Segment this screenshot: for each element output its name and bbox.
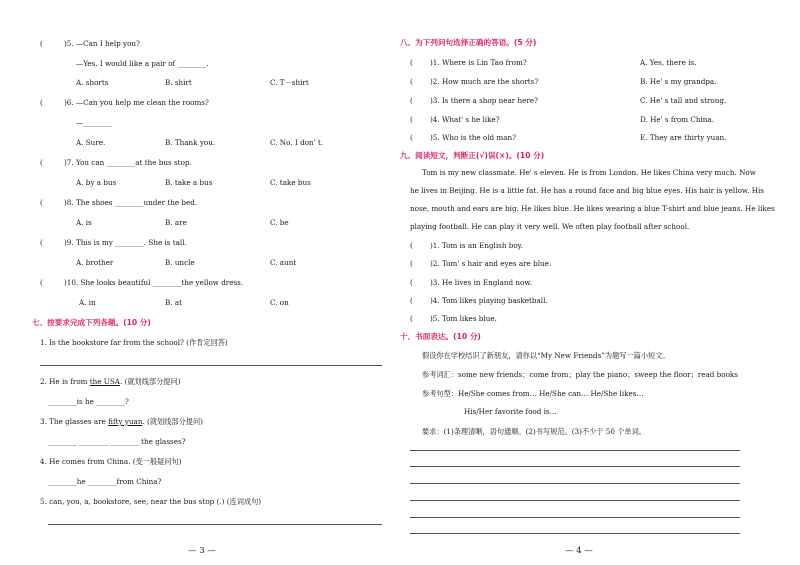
passage-line: playing football. He can play it very well. We often play football after school. [410,222,690,231]
option-b: B. Thank you. [165,138,216,147]
match-question: )4. What' s he like? [430,115,500,124]
option-b: B. shirt [165,78,192,87]
reference-sentences: His/Her favorite food is… [464,407,557,416]
option-c: C. aunt [270,258,297,267]
s7-answer-3: ________ ________ ________ the glasses? [48,437,186,446]
s7-question-3: 3. The glasses are fifty yuan. (就划线部分提问) [40,417,203,426]
writing-line[interactable] [410,517,740,518]
s7-question-1: 1. Is the bookstore far from the school? (作肯定回答) [40,338,228,347]
writing-line[interactable] [410,450,740,451]
answer-line[interactable] [48,524,382,525]
match-option: C. He' s tall and strong. [640,96,727,105]
passage-line: Tom is my new classmate. He' s eleven. He is from London. He likes China very much. Now [422,168,756,177]
match-option: D. He' s from China. [640,115,714,124]
answer-paren: ( [410,296,413,305]
option-a: A. by a bus [76,178,117,187]
answer-paren: ( [40,158,43,167]
judge-statement: )3. He lives in England now. [430,278,532,287]
page-number: — 3 — [188,546,216,556]
match-question: )3. Is there a shop near here? [430,96,538,105]
judge-statement: )4. Tom likes playing basketball. [430,296,548,305]
option-a: A. in [79,298,96,307]
reference-words: 参考词汇：some new friends；come from；play the piano；sweep the floor；read books [422,370,738,379]
question-line: —________ [76,118,112,127]
section-7-title: 七、按要求完成下列各题。(10 分) [32,318,151,327]
question-text: )5. —Can I help you? [64,39,140,48]
s7-question-5: 5. can, you, a, bookstore, see, near the bus stop (.) (连词成句) [40,497,262,506]
s7-answer-2: ________is he ________? [48,397,129,406]
answer-paren: ( [410,77,413,86]
section-10-title: 十、书面表达。(10 分) [400,332,481,341]
option-b: B. uncle [165,258,195,267]
right-page [400,0,800,565]
answer-paren: ( [410,115,413,124]
answer-paren: ( [410,58,413,67]
match-option: A. Yes, there is. [640,58,697,67]
option-c: C. T－shirt [270,78,309,87]
page-number: — 4 — [565,546,593,556]
answer-paren: ( [410,133,413,142]
section-9-title: 九、阅读短文，判断正(√)误(×)。(10 分) [400,151,545,160]
writing-requirements: 要求：(1)条理清晰，语句通顺。(2)书写规范。(3)不少于 50 个单词。 [422,427,646,436]
option-a: A. shorts [76,78,109,87]
reference-sentences: 参考句型：He/She comes from… He/She can… He/She likes… [422,389,644,398]
writing-line[interactable] [410,533,740,534]
section-8-title: 八、为下列问句选择正确的答语。(5 分) [400,38,537,47]
option-b: B. are [165,218,187,227]
judge-statement: )5. Tom likes blue. [430,314,497,323]
answer-paren: ( [410,241,413,250]
option-a: A. brother [76,258,114,267]
answer-paren: ( [40,278,43,287]
question-text: )7. You can ________at the bus stop. [64,158,192,167]
match-question: )5. Who is the old man? [430,133,516,142]
option-c: C. be [270,218,289,227]
answer-paren: ( [410,259,413,268]
question-text: )10. She looks beautiful ________the yellow dress. [64,278,244,287]
passage-line: nose, mouth and ears are big. He likes blue. He likes wearing a blue T-shirt and blue jeans. He likes [410,204,775,213]
match-option: E. They are thirty yuan. [640,133,727,142]
option-c: C. No, I don' t. [270,138,324,147]
writing-prompt: 假设你在学校结识了新朋友，请你以“My New Friends”为题写一篇小短文。 [422,351,670,360]
answer-paren: ( [410,96,413,105]
match-question: )1. Where is Lin Tao from? [430,58,527,67]
match-option: B. He' s my grandpa. [640,77,717,86]
answer-line[interactable] [40,365,382,366]
s7-question-2: 2. He is from the USA. (就划线部分提问) [40,377,181,386]
answer-paren: ( [40,39,43,48]
judge-statement: )2. Tom' s hair and eyes are blue. [430,259,552,268]
writing-line[interactable] [410,500,740,501]
s7-answer-4: ________he ________from China? [48,477,162,486]
question-text: )8. The shoes ________under the bed. [64,198,198,207]
match-question: )2. How much are the shorts? [430,77,539,86]
writing-line[interactable] [410,466,740,467]
option-a: A. Sure. [76,138,106,147]
passage-line: he lives in Beijing. He is a little fat. He has a round face and big blue eyes. His hair is yellow. His [410,186,764,195]
question-line: —Yes, I would like a pair of ________. [76,59,209,68]
answer-paren: ( [40,98,43,107]
answer-paren: ( [410,278,413,287]
judge-statement: )1. Tom is an English boy. [430,241,524,250]
answer-paren: ( [40,198,43,207]
answer-paren: ( [410,314,413,323]
option-c: C. take bus [270,178,311,187]
answer-paren: ( [40,238,43,247]
question-text: )6. —Can you help me clean the rooms? [64,98,209,107]
option-a: A. is [76,218,92,227]
writing-line[interactable] [410,483,740,484]
option-c: C. on [270,298,289,307]
question-text: )9. This is my ________. She is tall. [64,238,187,247]
option-b: B. take a bus [165,178,213,187]
s7-question-4: 4. He comes from China. (变一般疑问句) [40,457,182,466]
option-b: B. at [165,298,183,307]
